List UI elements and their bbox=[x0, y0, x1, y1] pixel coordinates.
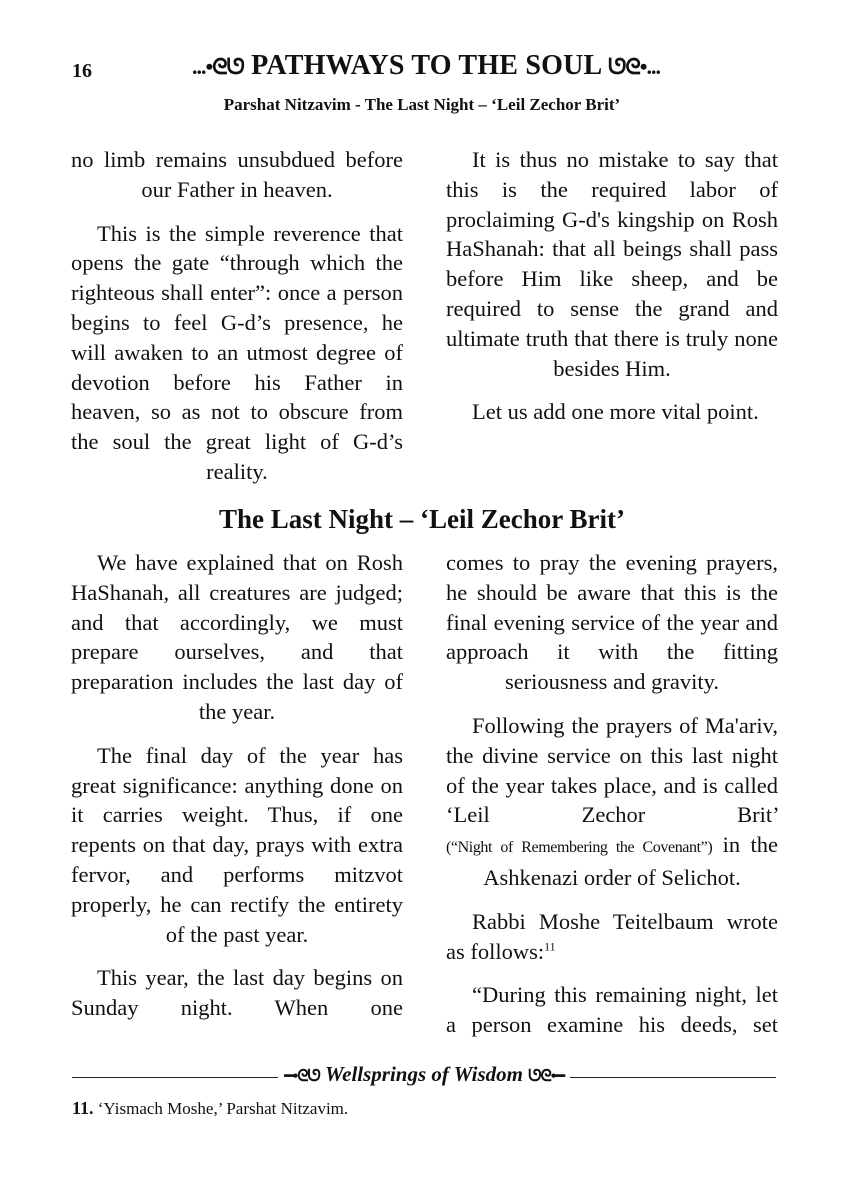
footer-band bbox=[72, 1062, 776, 1092]
ornament-left: ...•ᘓᘎ bbox=[191, 54, 244, 79]
bottom-right-column bbox=[446, 548, 778, 1040]
section-heading: The Last Night – ‘Leil Zechor Brit’ bbox=[219, 504, 625, 534]
top-right-column bbox=[446, 145, 778, 441]
paragraph: comes to pray the evening prayers, he should be aware that this is the final evening service of the year and approach it with the fitting seriousness and gravity. bbox=[446, 550, 778, 695]
paragraph-text: in the Ashkenazi order of Selichot. bbox=[483, 832, 778, 890]
ornament-right: ᘎᘓ•... bbox=[608, 54, 661, 79]
running-title bbox=[128, 50, 724, 82]
paragraph-text: Rabbi Moshe Teitelbaum wrote as follows: bbox=[446, 908, 778, 964]
footnote-number: 11. bbox=[72, 1098, 94, 1118]
footnote-reference[interactable]: 11 bbox=[544, 939, 556, 954]
paragraph: We have explained that on Rosh HaShanah, all creatures are judged; and that accordingly, we must prepare ourselves, and that preparation includes the last day of the year. bbox=[71, 550, 403, 724]
paragraph-gloss: (“Night of Remembering the Covenant”) bbox=[446, 839, 713, 857]
paragraph: The final day of the year has great significance: anything done on it carries weight. Thus, if one repents on that day, prays with extra fervor, and performs mitzvot properly, he can rectify the entirety of the past year. bbox=[71, 742, 403, 947]
footer-label bbox=[278, 1062, 570, 1087]
footer-ornament-right: ᘎᘓ•━ bbox=[528, 1068, 565, 1085]
paragraph: This year, the last day begins on Sunday night. When one bbox=[71, 965, 403, 1021]
footer-ornament-left: ━•ᘓᘎ bbox=[283, 1068, 320, 1085]
footnote-text: ‘Yismach Moshe,’ Parshat Nitzavim. bbox=[97, 1099, 349, 1118]
running-subtitle: Parshat Nitzavim - The Last Night – ‘Leil Zechor Brit’ bbox=[223, 95, 621, 114]
top-left-column bbox=[71, 145, 403, 501]
paragraph: no limb remains unsubdued before our Father in heaven. bbox=[71, 147, 403, 202]
footer-label-text: Wellsprings of Wisdom bbox=[325, 1062, 523, 1086]
paragraph bbox=[446, 711, 778, 893]
paragraph: This is the simple reverence that opens the gate “through which the righteous shall enter”: once a person begins to feel G-d’s presence, he will awaken to an utmost degree of devotion before his Father in heaven, so as not to obscure from the soul the great light of G-d’s reality. bbox=[71, 220, 403, 484]
paragraph bbox=[446, 907, 778, 967]
bottom-left-column bbox=[71, 548, 403, 1023]
running-title-text: PATHWAYS TO THE SOUL bbox=[251, 50, 601, 81]
paragraph: “During this remaining night, let a person examine his deeds, set bbox=[446, 982, 778, 1038]
paragraph: Let us add one more vital point. bbox=[472, 399, 759, 425]
paragraph-text: Following the prayers of Ma'ariv, the divine service on this last night of the year takes place, and is called ‘Leil Zechor Brit’ bbox=[446, 712, 778, 828]
page-number: 16 bbox=[72, 60, 92, 82]
paragraph: It is thus no mistake to say that this is the required labor of proclaiming G-d's kingship on Rosh HaShanah: that all beings shall pass before Him like sheep, and be required to sense the grand and ultimate truth that there is truly none besides Him. bbox=[446, 147, 778, 381]
footnote bbox=[72, 1098, 348, 1119]
